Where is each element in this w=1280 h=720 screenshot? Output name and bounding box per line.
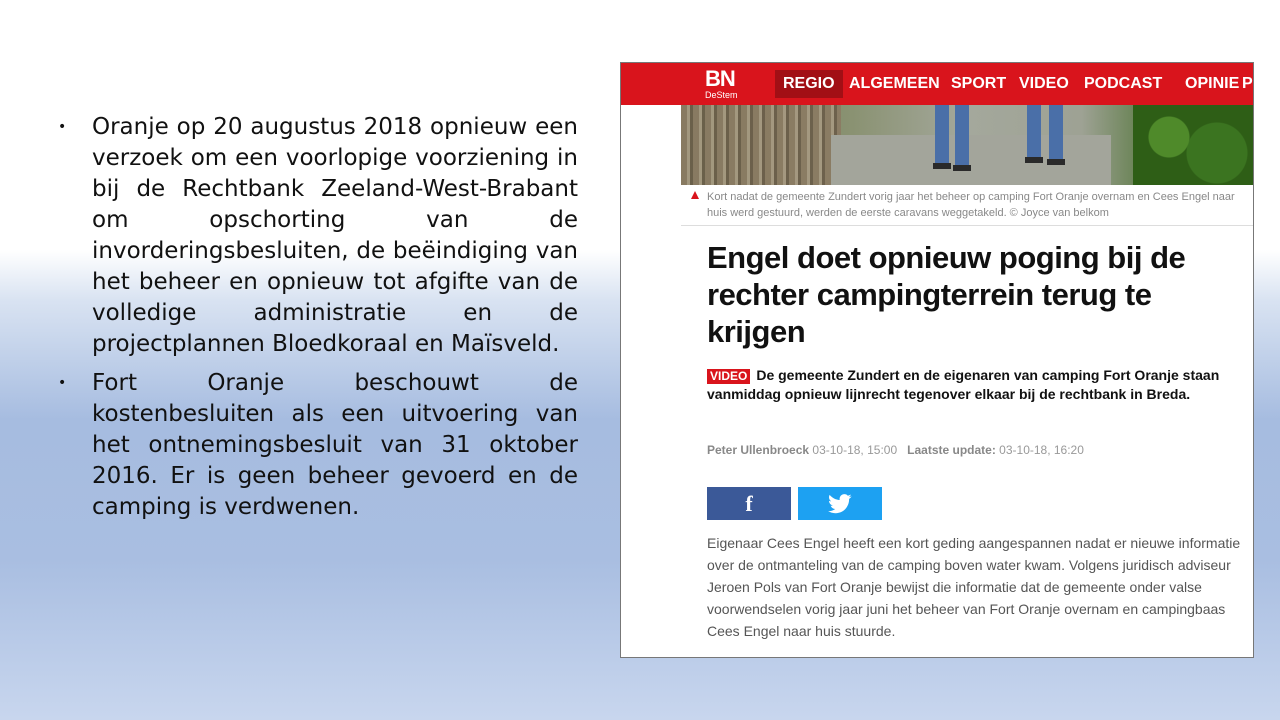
nav-item-video[interactable]: VIDEO xyxy=(1019,75,1069,92)
photo-person-leg xyxy=(1027,105,1041,157)
bullet-text: Oranje op 20 augustus 2018 opnieuw een verzoek om een voorlopige voorziening in bij de Rechtbank Zeeland-West-Brabant om opschorting van de invorderingsbesluiten, de beëindiging van het beheer en opnieuw tot afgifte van de volledige administratie en de projectplannen Bloedkoraal en Maïsveld. xyxy=(92,114,578,357)
photo-caption xyxy=(707,189,1253,221)
photo-person-leg xyxy=(1049,105,1063,159)
caption-text: Kort nadat de gemeente Zundert vorig jaar het beheer op camping Fort Oranje overnam en Cees Engel naar huis werd gestuurd, werden de eerste caravans weggetakeld. © Joyce van belkom xyxy=(707,191,1235,219)
video-tag[interactable]: VIDEO xyxy=(707,369,750,384)
article-photo xyxy=(681,105,1253,185)
update-date: 03-10-18, 16:20 xyxy=(999,443,1084,457)
photo-ground xyxy=(831,135,1111,185)
article-screenshot xyxy=(620,62,1254,658)
article-lead xyxy=(707,366,1227,404)
update-label: Laatste update: xyxy=(907,443,996,457)
bullet-item xyxy=(58,368,578,523)
nav-item-opinie[interactable]: OPINIE xyxy=(1185,75,1240,92)
photo-person-leg xyxy=(955,105,969,165)
logo-subtext: DeStem xyxy=(705,90,738,100)
nav-item-podcast[interactable]: PODCAST xyxy=(1084,75,1163,92)
nav-item-sport[interactable]: SPORT xyxy=(951,75,1007,92)
bullet-item xyxy=(58,112,578,360)
photo-bush xyxy=(1133,105,1253,185)
article-body: Eigenaar Cees Engel heeft een kort geding aangespannen nadat er nieuwe informatie over de ontmanteling van de camping boven water kwam. Volgens juridisch adviseur Jeroen Pols van Fort Oranje bewijst die informatie dat de gemeente onder valse voorwendselen vorig jaar juni het beheer van Fort Oranje overnam en campingbaas Cees Engel naar huis stuurde. xyxy=(707,535,1241,639)
nav-item-regio[interactable]: REGIO xyxy=(775,70,843,98)
divider xyxy=(681,225,1253,226)
nav-item-more[interactable]: P xyxy=(1242,75,1253,92)
photo-person-leg xyxy=(935,105,949,163)
lead-text: De gemeente Zundert en de eigenaren van camping Fort Oranje staan vanmiddag opnieuw lijnrecht tegenover elkaar bij de rechtbank in Breda. xyxy=(707,367,1220,402)
article-byline xyxy=(707,443,1247,457)
photo-fence xyxy=(681,105,841,185)
caption-arrow-icon xyxy=(691,191,699,199)
twitter-share-button[interactable] xyxy=(798,487,882,520)
logo-text: BN xyxy=(705,66,735,91)
photo-person-shoe xyxy=(1025,157,1043,163)
bullet-list xyxy=(58,112,578,531)
site-navbar xyxy=(621,63,1253,105)
photo-person-shoe xyxy=(933,163,951,169)
article-headline: Engel doet opnieuw poging bij de rechter campingterrein terug te krijgen xyxy=(707,240,1186,349)
bullet-dot: • xyxy=(58,375,67,391)
publish-date: 03-10-18, 15:00 xyxy=(812,443,898,457)
author-name[interactable]: Peter Ullenbroeck xyxy=(707,443,810,457)
photo-person-shoe xyxy=(1047,159,1065,165)
nav-item-algemeen[interactable]: ALGEMEEN xyxy=(849,75,940,92)
photo-person-shoe xyxy=(953,165,971,171)
bullet-dot: • xyxy=(58,119,67,135)
site-logo[interactable] xyxy=(705,68,738,100)
facebook-share-button[interactable] xyxy=(707,487,791,520)
facebook-icon: f xyxy=(745,490,753,516)
twitter-icon xyxy=(828,494,852,514)
bullet-text: Fort Oranje beschouwt de kostenbesluiten als een uitvoering van het ontnemingsbesluit van 31 oktober 2016. Er is geen beheer gevoerd en de camping is verdwenen. xyxy=(92,370,578,520)
